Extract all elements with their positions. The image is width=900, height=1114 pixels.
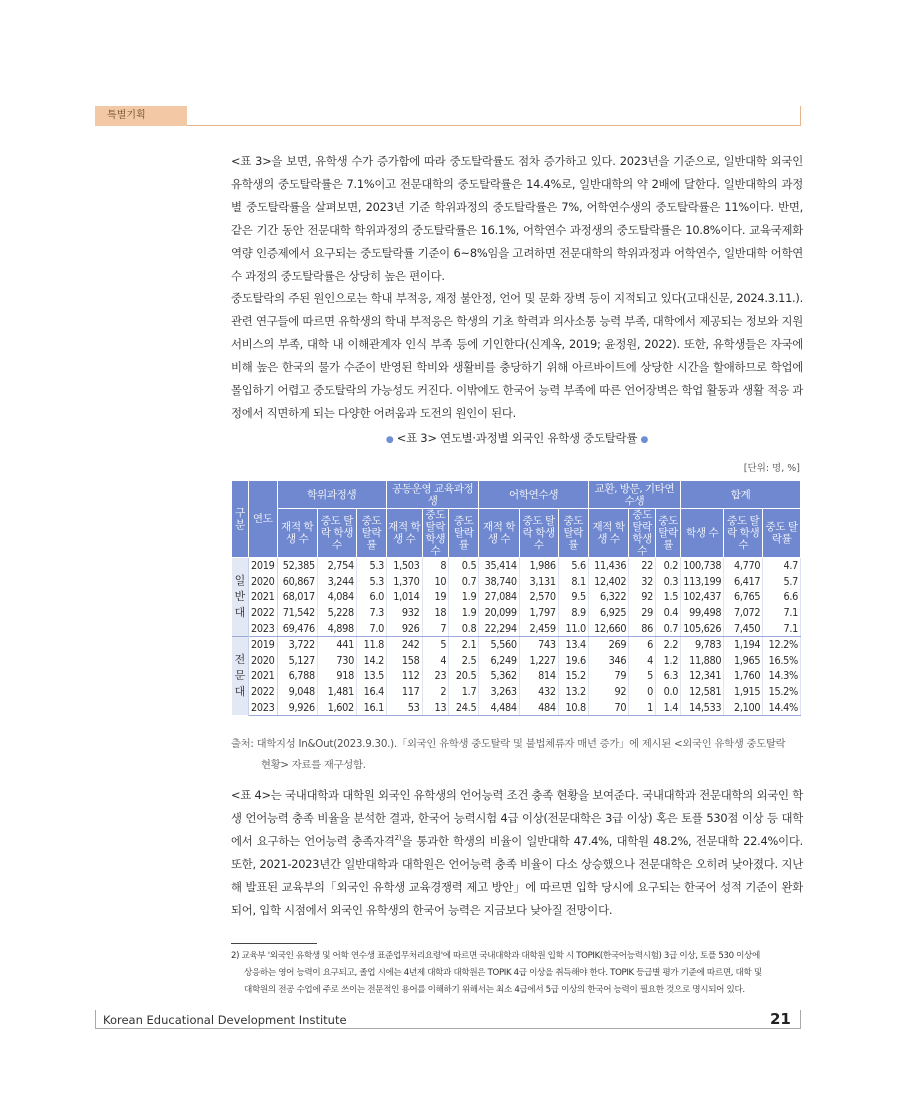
table-cell: 269 — [588, 636, 628, 652]
table-cell: 932 — [387, 605, 422, 621]
table-cell: 7 — [422, 620, 449, 636]
table-cell: 5.3 — [356, 574, 386, 590]
table-cell: 71,542 — [277, 605, 317, 621]
table-cell: 1,370 — [387, 574, 422, 590]
table-cell: 1,965 — [724, 653, 763, 669]
table-cell: 1,014 — [387, 589, 422, 605]
sub-header: 중도 탈락 학생 수 — [317, 509, 356, 558]
table-row — [232, 699, 801, 715]
table-cell: 11.8 — [356, 636, 386, 652]
table-cell: 5,362 — [479, 668, 519, 684]
footnote-ref[interactable]: 2) — [394, 834, 402, 843]
table-cell: 20,099 — [479, 605, 519, 621]
header-tick — [800, 106, 801, 126]
table-cell: 27,084 — [479, 589, 519, 605]
table-cell: 2.1 — [449, 636, 479, 652]
header-rule — [187, 125, 800, 126]
table-cell: 2,100 — [724, 699, 763, 715]
table-cell: 2,570 — [519, 589, 558, 605]
table-cell: 7.1 — [763, 620, 801, 636]
table-cell: 6,249 — [479, 653, 519, 669]
table-cell: 13.5 — [356, 668, 386, 684]
year-cell: 2021 — [249, 668, 278, 684]
table-cell: 3,131 — [519, 574, 558, 590]
table-cell: 19 — [422, 589, 449, 605]
sub-header: 중도 탈락률 — [356, 509, 386, 558]
table-unit: [단위: 명, %] — [743, 463, 800, 474]
table-cell: 79 — [588, 668, 628, 684]
table-cell: 2,459 — [519, 620, 558, 636]
year-cell: 2020 — [249, 574, 278, 590]
table-cell: 6,765 — [724, 589, 763, 605]
table-cell: 11.0 — [558, 620, 588, 636]
table-cell: 6,322 — [588, 589, 628, 605]
table-cell: 113,199 — [681, 574, 724, 590]
table-cell: 1.5 — [656, 589, 681, 605]
table-cell: 15.2% — [763, 684, 801, 700]
paragraph-1: <표 3>을 보면, 유학생 수가 증가함에 따라 중도탈락률도 점차 증가하고 있다. 2023년을 기준으로, 일반대학 외국인 유학생의 중도탈락률은 7.1%이고 전문대학의 중도탈락률은 14.4%로, 일반대학의 약 2배에 달한다. 일반대학의 과정별 중도탈락률을 살펴보면, 2023년 기준 학위과정의 중도탈락률은 7%, 어학연수생의 중도탈락률은 11%이다. 반면, 같은 기간 동안 전문대학 학위과정의 중도탈락률은 16.1%, 어학연수 과정생의 중도탈락률은 10.8%이다. 교육국제화역량 인증제에서 요구되는 중도탈락률 기준이 6~8%임을 고려하면 전문대학의 학위과정과 어학연수, 일반대학 어학연수 과정의 중도탈락률은 상당히 높은 편이다. — [231, 154, 803, 284]
table-cell: 4,898 — [317, 620, 356, 636]
sub-header: 학생 수 — [681, 509, 724, 558]
table-cell: 1,481 — [317, 684, 356, 700]
table-cell: 1.9 — [449, 589, 479, 605]
table-cell: 0.7 — [656, 620, 681, 636]
table-cell: 6,417 — [724, 574, 763, 590]
table-cell: 1,760 — [724, 668, 763, 684]
table-cell: 5.7 — [763, 574, 801, 590]
table-cell: 1.2 — [656, 653, 681, 669]
group-header: 어학연수생 — [479, 481, 589, 509]
table-cell: 7.3 — [356, 605, 386, 621]
table-cell: 4 — [422, 653, 449, 669]
table-cell: 19.6 — [558, 653, 588, 669]
table-cell: 8 — [422, 558, 449, 574]
table-cell: 2.2 — [656, 636, 681, 652]
table-cell: 92 — [629, 589, 656, 605]
sub-header: 재적 학생 수 — [277, 509, 317, 558]
table-cell: 22,294 — [479, 620, 519, 636]
table-cell: 12,660 — [588, 620, 628, 636]
table-cell: 100,738 — [681, 558, 724, 574]
sub-header: 중도 탈락 학생 수 — [422, 509, 449, 558]
table-cell: 12,402 — [588, 574, 628, 590]
table-cell: 3,244 — [317, 574, 356, 590]
table-cell: 5,560 — [479, 636, 519, 652]
footer-org: Korean Educational Development Institute — [103, 1013, 347, 1027]
table-cell: 92 — [588, 684, 628, 700]
year-cell: 2022 — [249, 605, 278, 621]
table-cell: 112 — [387, 668, 422, 684]
sub-header: 재적 학생 수 — [387, 509, 422, 558]
table-row — [232, 574, 801, 590]
table-cell: 99,498 — [681, 605, 724, 621]
table-cell: 7.0 — [356, 620, 386, 636]
table-cell: 16.4 — [356, 684, 386, 700]
table-cell: 484 — [519, 699, 558, 715]
table-cell: 9.5 — [558, 589, 588, 605]
table-cell: 9,783 — [681, 636, 724, 652]
table-cell: 7.1 — [763, 605, 801, 621]
table-cell: 1.7 — [449, 684, 479, 700]
table-cell: 0.0 — [656, 684, 681, 700]
table-cell: 1,227 — [519, 653, 558, 669]
table-cell: 22 — [629, 558, 656, 574]
year-cell: 2020 — [249, 653, 278, 669]
table-cell: 38,740 — [479, 574, 519, 590]
footer-rule — [95, 1028, 801, 1029]
table-cell: 6,925 — [588, 605, 628, 621]
table-cell: 2,754 — [317, 558, 356, 574]
table-cell: 12.2% — [763, 636, 801, 652]
table-cell: 13 — [422, 699, 449, 715]
footnote-rule — [231, 943, 317, 944]
table-cell: 441 — [317, 636, 356, 652]
table-cell: 5,228 — [317, 605, 356, 621]
sub-header: 중도 탈락률 — [656, 509, 681, 558]
sub-header: 중도 탈락 학생 수 — [629, 509, 656, 558]
section-tag: 특별기획 — [95, 106, 187, 126]
table-cell: 105,626 — [681, 620, 724, 636]
table-cell: 1,602 — [317, 699, 356, 715]
table-cell: 743 — [519, 636, 558, 652]
sub-header: 재적 학생 수 — [588, 509, 628, 558]
table-cell: 86 — [629, 620, 656, 636]
table-cell: 0.8 — [449, 620, 479, 636]
page-number: 21 — [770, 1010, 791, 1028]
table-cell: 0.5 — [449, 558, 479, 574]
table-row — [232, 668, 801, 684]
table-row — [232, 589, 801, 605]
table-cell: 15.2 — [558, 668, 588, 684]
footer-tick-right — [800, 1010, 801, 1028]
table-cell: 0 — [629, 684, 656, 700]
table-cell: 8.9 — [558, 605, 588, 621]
table-cell: 2.5 — [449, 653, 479, 669]
table-cell: 6,788 — [277, 668, 317, 684]
table-cell: 432 — [519, 684, 558, 700]
table-cell: 5,127 — [277, 653, 317, 669]
table-cell: 12,341 — [681, 668, 724, 684]
table-cell: 1,194 — [724, 636, 763, 652]
table-cell: 13.2 — [558, 684, 588, 700]
group-header: 교환, 방문, 기타연수생 — [588, 481, 680, 509]
table-cell: 0.4 — [656, 605, 681, 621]
table-cell: 0.3 — [656, 574, 681, 590]
sub-header: 중도 탈락률 — [763, 509, 801, 558]
year-cell: 2023 — [249, 620, 278, 636]
table-cell: 16.5% — [763, 653, 801, 669]
year-cell: 2023 — [249, 699, 278, 715]
group-header: 학위과정생 — [277, 481, 387, 509]
table-row — [232, 636, 801, 652]
table-cell: 70 — [588, 699, 628, 715]
table-cell: 918 — [317, 668, 356, 684]
table-cell: 24.5 — [449, 699, 479, 715]
table-cell: 10.8 — [558, 699, 588, 715]
table-cell: 2 — [422, 684, 449, 700]
table-cell: 4,770 — [724, 558, 763, 574]
sub-header: 중도 탈락 학생 수 — [519, 509, 558, 558]
table-cell: 346 — [588, 653, 628, 669]
group-header: 합계 — [681, 481, 801, 509]
section-label: 전 문 대 — [232, 636, 249, 715]
table-cell: 16.1 — [356, 699, 386, 715]
table-cell: 5 — [422, 636, 449, 652]
table-cell: 52,385 — [277, 558, 317, 574]
year-cell: 2019 — [249, 558, 278, 574]
table-cell: 814 — [519, 668, 558, 684]
table-cell: 926 — [387, 620, 422, 636]
table-cell: 0.2 — [656, 558, 681, 574]
table-cell: 1,797 — [519, 605, 558, 621]
col-year: 연도 — [249, 481, 278, 558]
table-cell: 3,722 — [277, 636, 317, 652]
year-cell: 2022 — [249, 684, 278, 700]
table-cell: 5 — [629, 668, 656, 684]
table-cell: 1.4 — [656, 699, 681, 715]
sub-header: 중도 탈락률 — [449, 509, 479, 558]
footnote: 2) 교육부 '외국인 유학생 및 어학 연수생 표준업무처리요령'에 따르면 국내대학과 대학원 입학 시 TOPIK(한국어능력시험) 3급 이상, 토플 530 이상에 상응하는 영어 능력이 요구되고, 졸업 시에는 4년제 대학과 대학원은 TOPIK 4급 이상을 취득해야 한다. TOPIK 등급별 평가 기준에 따르면, 대학 및 대학원의 전공 수업에 주로 쓰이는 전문적인 용어를 이해하기 위해서는 최소 4급에서 5급 이상의 한국어 능력이 필요한 것으로 명시되어 있다. — [231, 951, 762, 995]
table-source: 출처: 대학지성 In&Out(2023.9.30.).「외국인 유학생 중도탈락 및 불법체류자 매년 증가」에 제시된 <외국인 유학생 중도탈락 현황> 자료를 재구성함. — [231, 738, 786, 771]
table-cell: 1,986 — [519, 558, 558, 574]
table-cell: 6.3 — [656, 668, 681, 684]
table-cell: 4,484 — [479, 699, 519, 715]
table-cell: 14.3% — [763, 668, 801, 684]
bullet-icon: ● — [385, 435, 394, 445]
table-cell: 1,503 — [387, 558, 422, 574]
table-cell: 13.4 — [558, 636, 588, 652]
table-cell: 11,436 — [588, 558, 628, 574]
table-row — [232, 653, 801, 669]
table-cell: 5.6 — [558, 558, 588, 574]
table-row — [232, 620, 801, 636]
table-cell: 29 — [629, 605, 656, 621]
dropout-table — [231, 480, 801, 716]
table-cell: 6.6 — [763, 589, 801, 605]
table-cell: 4 — [629, 653, 656, 669]
table-cell: 117 — [387, 684, 422, 700]
table-cell: 69,476 — [277, 620, 317, 636]
table-cell: 158 — [387, 653, 422, 669]
year-cell: 2019 — [249, 636, 278, 652]
sub-header: 재적 학생 수 — [479, 509, 519, 558]
table-cell: 242 — [387, 636, 422, 652]
table-cell: 4.7 — [763, 558, 801, 574]
table-cell: 8.1 — [558, 574, 588, 590]
col-gubun: 구분 — [232, 481, 249, 558]
table-cell: 20.5 — [449, 668, 479, 684]
table-cell: 60,867 — [277, 574, 317, 590]
table-cell: 4,084 — [317, 589, 356, 605]
table-cell: 9,048 — [277, 684, 317, 700]
footer-tick — [95, 1010, 96, 1028]
sub-header: 중도 탈락 학생 수 — [724, 509, 763, 558]
table-cell: 1 — [629, 699, 656, 715]
table-cell: 18 — [422, 605, 449, 621]
table-row — [232, 605, 801, 621]
table-cell: 102,437 — [681, 589, 724, 605]
paragraph-2: 중도탈락의 주된 원인으로는 학내 부적응, 재정 불안정, 언어 및 문화 장벽 등이 지적되고 있다(고대신문, 2024.3.11.). 관련 연구들에 따르면 유학생의 학내 부적응은 학생의 기초 학력과 의사소통 능력 부족, 대학에서 제공되는 정보와 지원 서비스의 부족, 대학 내 이해관계자 인식 부족 등에 기인한다(신계옥, 2019; 윤정원, 2022). 또한, 유학생들은 자국에 비해 높은 한국의 물가 수준이 반영된 학비와 생활비를 충당하기 위해 아르바이트에 상당한 시간을 할애하므로 학업에 몰입하기 어렵고 중도탈락의 가능성도 커진다. 이밖에도 한국어 능력 부족에 따른 언어장벽은 학업 활동과 생활 적응 과정에서 직면하게 되는 다양한 어려움과 도전의 원인이 된다. — [231, 291, 803, 421]
table-cell: 1,915 — [724, 684, 763, 700]
table-cell: 35,414 — [479, 558, 519, 574]
paragraph-3: <표 4>는 국내대학과 대학원 외국인 유학생의 언어능력 조건 충족 현황을 보여준다. 국내대학과 전문대학의 외국인 학생 언어능력 충족 비율을 분석한 결과, 한국어 능력시험 4급 이상(전문대학은 3급 이상) 혹은 토플 530점 이상 등 대학에서 요구하는 언어능력 충족자격$^{2)}$을 통과한 학생의 비율이 일반대학 47.4%, 대학원 48.2%, 전문대학 22.4%이다. 또한, 2021-2023년간 일반대학과 대학원은 언어능력 충족 비율이 다소 상승했으나 전문대학은 오히려 낮아졌다. 지난해 발표된 교육부의「외국인 유학생 교육경쟁력 제고 방안」에 따르면 입학 당시에 요구되는 한국어 성적 기준이 완화되어, 입학 시점에서 외국인 유학생의 한국어 능력은 지금보다 낮아질 전망이다. — [231, 788, 803, 918]
table-cell: 0.7 — [449, 574, 479, 590]
table-cell: 1.9 — [449, 605, 479, 621]
table-cell: 14.4% — [763, 699, 801, 715]
table-cell: 53 — [387, 699, 422, 715]
table-cell: 10 — [422, 574, 449, 590]
table-cell: 3,263 — [479, 684, 519, 700]
section-label: 일 반 대 — [232, 558, 249, 637]
bullet-icon: ● — [640, 435, 649, 445]
table-cell: 6 — [629, 636, 656, 652]
year-cell: 2021 — [249, 589, 278, 605]
table-cell: 9,926 — [277, 699, 317, 715]
table-cell: 6.0 — [356, 589, 386, 605]
table-cell: 7,072 — [724, 605, 763, 621]
table-cell: 5.3 — [356, 558, 386, 574]
table-cell: 68,017 — [277, 589, 317, 605]
table-row — [232, 558, 801, 574]
table-cell: 32 — [629, 574, 656, 590]
table-cell: 7,450 — [724, 620, 763, 636]
table-cell: 14,533 — [681, 699, 724, 715]
table-row — [232, 684, 801, 700]
table-cell: 11,880 — [681, 653, 724, 669]
table-cell: 14.2 — [356, 653, 386, 669]
table-cell: 12,581 — [681, 684, 724, 700]
table-cell: 730 — [317, 653, 356, 669]
table-caption: ● <표 3> 연도별·과정별 외국인 유학생 중도탈락률 ● — [385, 431, 649, 445]
group-header: 공동운영 교육과정생 — [387, 481, 479, 509]
table-cell: 23 — [422, 668, 449, 684]
sub-header: 중도 탈락률 — [558, 509, 588, 558]
